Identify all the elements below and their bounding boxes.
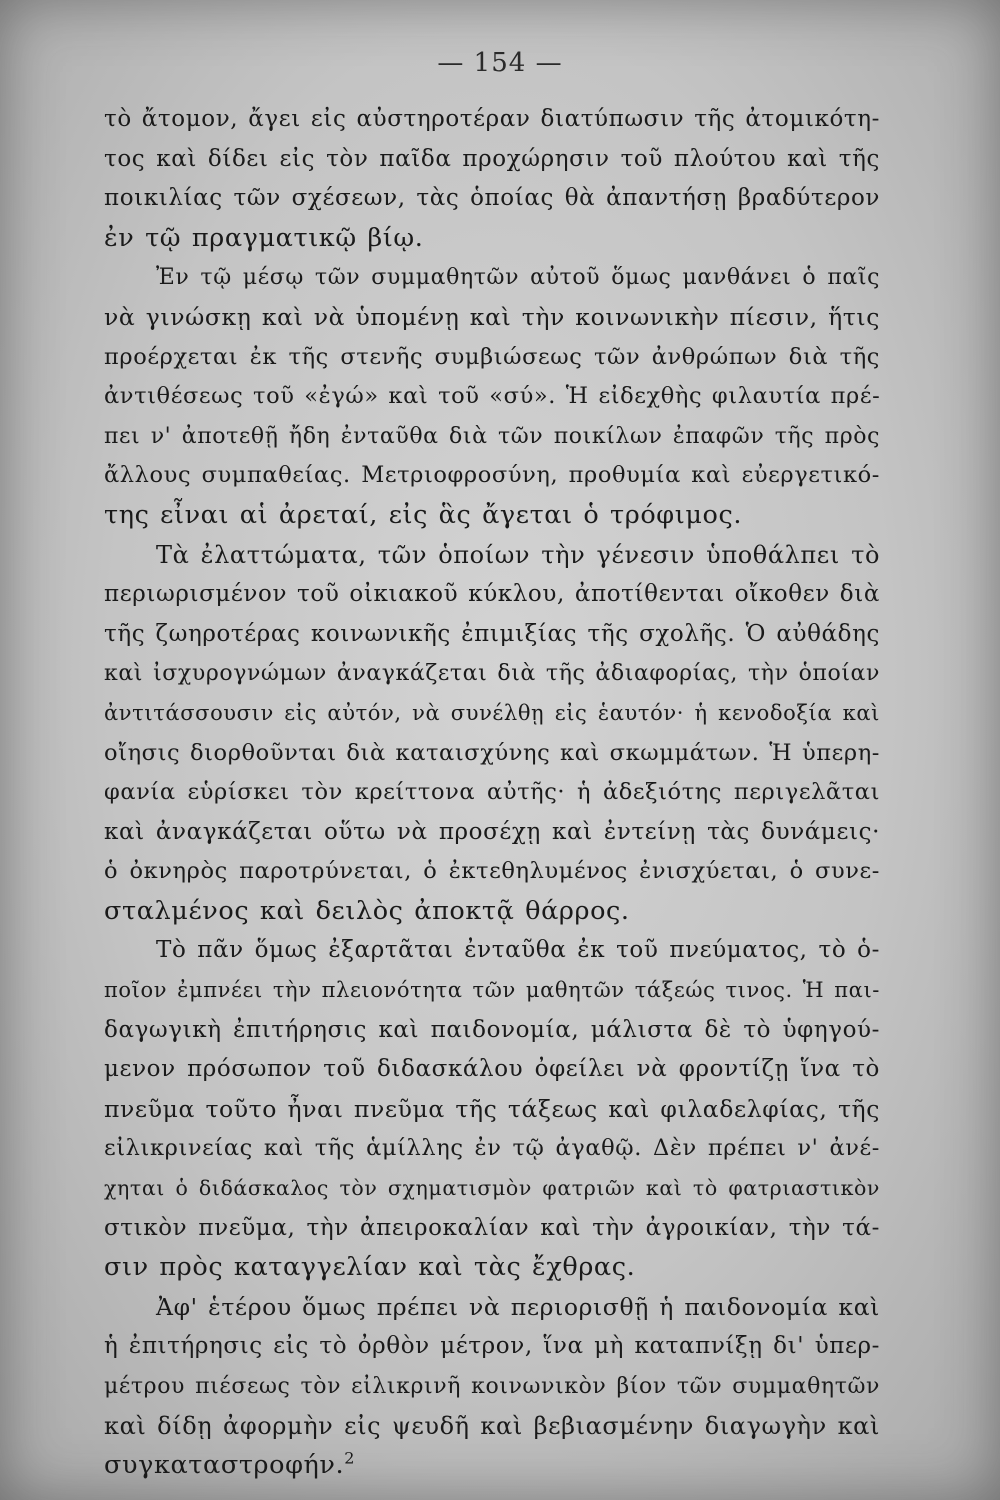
text-line: φανία εὑρίσκει τὸν κρείττονα αὐτῆς· ἡ ἀδεξιότης περιγελᾶται <box>104 779 880 806</box>
text-line: πει ν' ἀποτεθῇ ἤδη ἐνταῦθα διὰ τῶν ποικίλων ἐπαφῶν τῆς πρὸς <box>104 423 880 449</box>
body-text <box>104 100 880 1486</box>
text-line: Τὸ πᾶν ὅμως ἐξαρτᾶται ἐνταῦθα ἐκ τοῦ πνεύματος, τὸ ὁ- <box>156 937 880 964</box>
text-line: της εἶναι αἱ ἀρεταί, εἰς ἃς ἄγεται ὁ τρόφιμος. <box>104 499 743 530</box>
text-line: οἴησις διορθοῦνται διὰ καταισχύνης καὶ σκωμμάτων. Ἡ ὑπερη- <box>104 739 880 766</box>
paragraph <box>104 1288 880 1486</box>
footnote-marker: 2 <box>344 1448 356 1468</box>
text-line: περιωρισμένον τοῦ οἰκιακοῦ κύκλου, ἀποτίθενται οἴκοθεν διὰ <box>104 581 880 608</box>
text-line: ἐν τῷ πραγματικῷ βίῳ. <box>104 222 424 253</box>
text-line: ὁ ὀκνηρὸς παροτρύνεται, ὁ ἐκτεθηλυμένος ἐνισχύεται, ὁ συνε- <box>104 858 880 885</box>
text-line: τος καὶ δίδει εἰς τὸν παῖδα προχώρησιν τοῦ πλούτου καὶ τῆς <box>104 145 880 172</box>
paragraph <box>104 100 880 258</box>
page-number: — 154 — <box>437 48 563 78</box>
text-line: ἀντιθέσεως τοῦ «ἐγώ» καὶ τοῦ «σύ». Ἡ εἰδεχθὴς φιλαυτία πρέ- <box>104 383 881 410</box>
text-line: πνεῦμα τοῦτο ἦναι πνεῦμα τῆς τάξεως καὶ φιλαδελφίας, τῆς <box>104 1094 880 1123</box>
text-line: μενον πρόσωπον τοῦ διδασκάλου ὀφείλει νὰ φροντίζῃ ἵνα τὸ <box>104 1056 880 1083</box>
text-line-content: συγκαταστροφήν. <box>104 1450 345 1481</box>
text-line: τὸ ἄτομον, ἄγει εἰς αὐστηροτέραν διατύπωσιν τῆς ἀτομικότη- <box>104 106 880 132</box>
text-line: Τὰ ἐλαττώματα, τῶν ὁποίων τὴν γένεσιν ὑποθάλπει τὸ <box>156 540 880 569</box>
text-line <box>104 1446 880 1486</box>
text-line: ἄλλους συμπαθείας. Μετριοφροσύνη, προθυμία καὶ εὐεργετικό- <box>104 462 880 489</box>
text-line: τῆς ζωηροτέρας κοινωνικῆς ἐπιμιξίας τῆς σχολῆς. Ὁ αὐθάδης <box>104 620 880 647</box>
paragraph <box>104 931 880 1287</box>
text-line: ἀντιτάσσουσιν εἰς αὐτόν, νὰ συνέλθῃ εἰς ἑαυτόν· ἡ κενοδοξία καὶ <box>104 700 880 725</box>
text-line: στικὸν πνεῦμα, τὴν ἀπειροκαλίαν καὶ τὴν ἀγροικίαν, τὴν τά- <box>104 1214 880 1241</box>
text-line: Ἀφ' ἑτέρου ὅμως πρέπει νὰ περιορισθῇ ἡ παιδονομία καὶ <box>156 1292 880 1321</box>
text-line: νὰ γινώσκῃ καὶ νὰ ὑπομένῃ καὶ τὴν κοινωνικὴν πίεσιν, ἥτις <box>104 302 880 331</box>
text-line: εἰλικρινείας καὶ τῆς ἁμίλλης ἐν τῷ ἀγαθῷ. Δὲν πρέπει ν' ἀνέ- <box>104 1135 880 1162</box>
text-line: σιν πρὸς καταγγελίαν καὶ τὰς ἔχθρας. <box>104 1252 636 1283</box>
text-line: χηται ὁ διδάσκαλος τὸν σχηματισμὸν φατριῶν καὶ τὸ φατριαστικὸν <box>104 1176 880 1201</box>
text-line: δαγωγικὴ ἐπιτήρησις καὶ παιδονομία, μάλιστα δὲ τὸ ὑφηγού- <box>104 1016 880 1043</box>
text-line: ποικιλίας τῶν σχέσεων, τὰς ὁποίας θὰ ἀπαντήσῃ βραδύτερον <box>104 185 880 212</box>
text-line: ποῖον ἐμπνέει τὴν πλειονότητα τῶν μαθητῶν τάξεώς τινος. Ἡ παι- <box>104 978 880 1003</box>
text-line: καὶ δίδῃ ἀφορμὴν εἰς ψευδῆ καὶ βεβιασμένην διαγωγὴν καὶ <box>104 1411 880 1440</box>
text-line: σταλμένος καὶ δειλὸς ἀποκτᾷ θάρρος. <box>104 895 630 926</box>
text-line: ἡ ἐπιτήρησις εἰς τὸ ὀρθὸν μέτρον, ἵνα μὴ καταπνίξῃ δι' ὑπερ- <box>104 1333 880 1360</box>
text-line: καὶ ἰσχυρογνώμων ἀναγκάζεται διὰ τῆς ἀδιαφορίας, τὴν ὁποίαν <box>104 661 880 687</box>
text-line: Ἐν τῷ μέσῳ τῶν συμμαθητῶν αὐτοῦ ὅμως μανθάνει ὁ παῖς <box>156 265 880 291</box>
paragraph <box>104 258 880 535</box>
paragraph <box>104 536 880 932</box>
text-line: μέτρου πιέσεως τὸν εἰλικρινῆ κοινωνικὸν βίον τῶν συμμαθητῶν <box>104 1374 880 1399</box>
text-line: καὶ ἀναγκάζεται οὕτω νὰ προσέχῃ καὶ ἐντείνῃ τὰς δυνάμεις· <box>104 818 880 845</box>
text-line: προέρχεται ἐκ τῆς στενῆς συμβιώσεως τῶν ἀνθρώπων διὰ τῆς <box>104 343 880 370</box>
